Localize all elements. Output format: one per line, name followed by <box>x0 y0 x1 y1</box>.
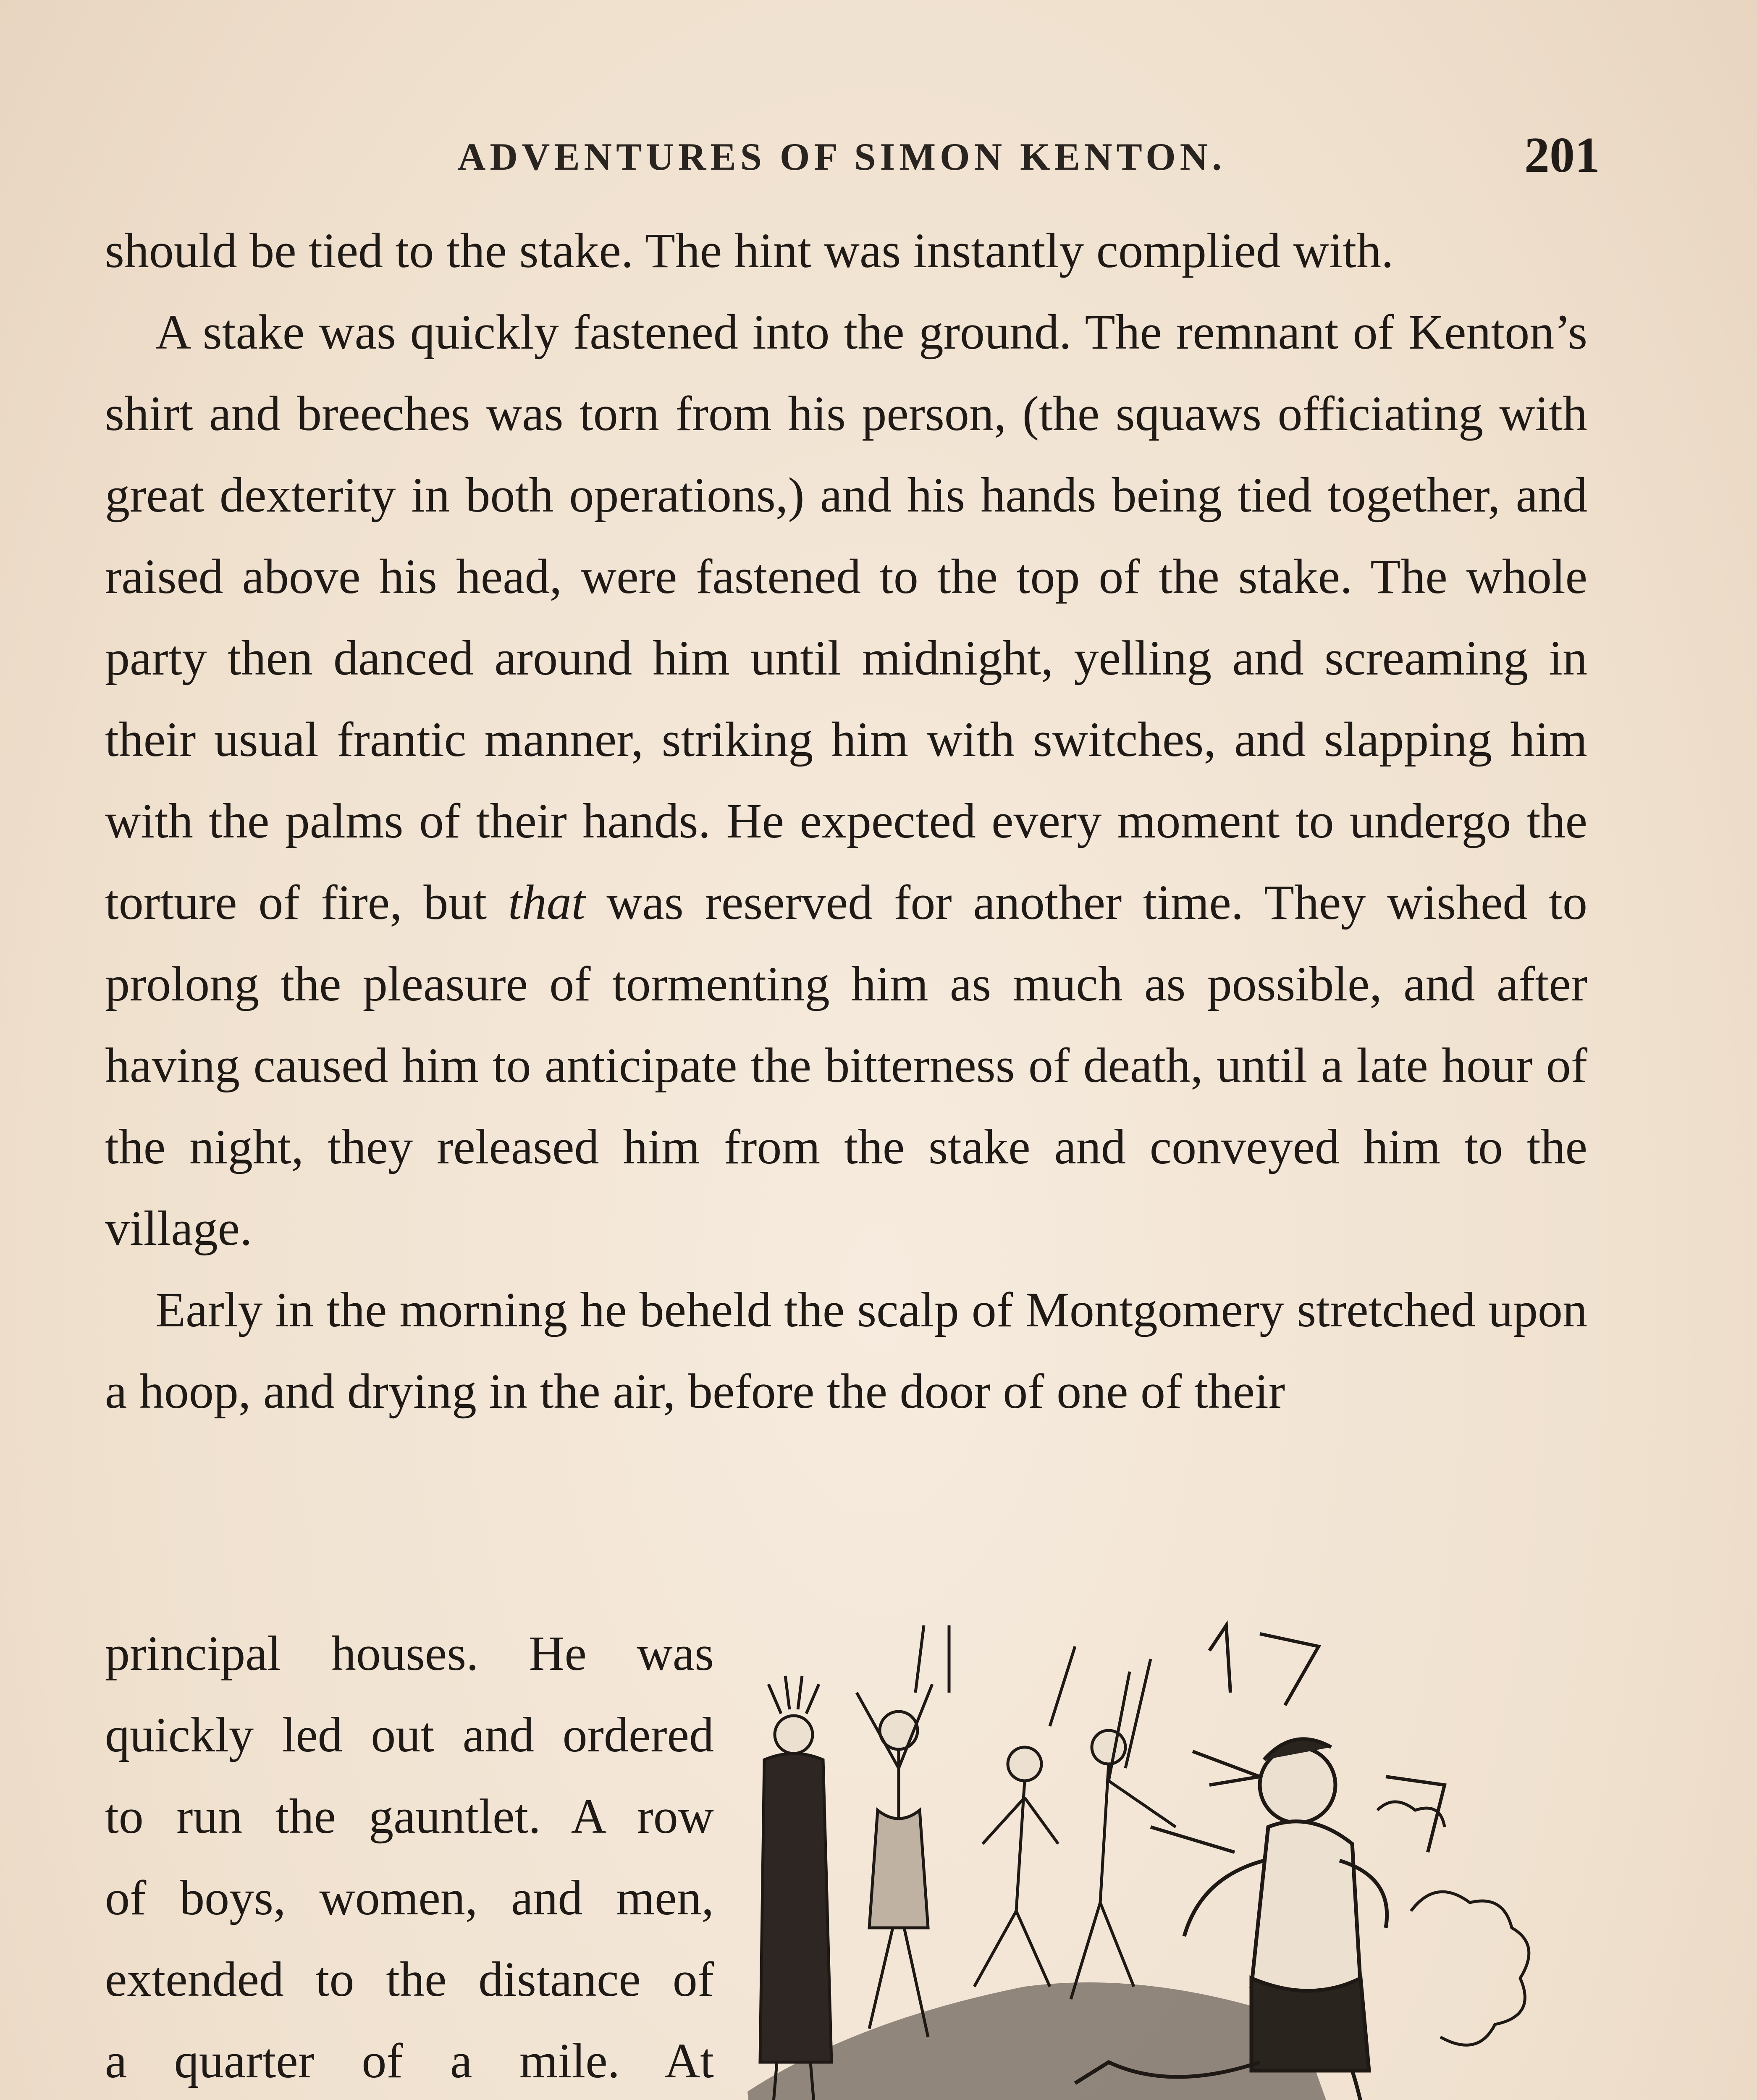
paragraph-2-part-a: A stake was quickly fastened into the ground. The remnant of Kenton’s shirt and breeches was torn from his person, (the squaws officiating with great dexterity in both operations,) and his hands being tied together, and raised above his head, were fastened to the top of the stake. The whole party then danced around him until midnight, yelling and screaming in their usual frantic manner, striking him with switches, and slapping him with the palms of their hands. He expected every moment to undergo the torture of fire, but <box>105 304 1587 930</box>
wrapped-text-column <box>105 1613 714 2100</box>
dust-cloud <box>1377 1802 1529 2045</box>
page-number: 201 <box>1524 127 1600 183</box>
paragraph-3-intro: Early in the morning he beheld the scalp of Montgomery stretched upon a hoop, and drying in the air, before the door of one of their <box>105 1282 1587 1419</box>
body-text <box>105 210 1587 1432</box>
wrap-line: extended to the distance of <box>105 1952 714 2007</box>
paragraph-2-part-b: was reserved for another time. They wished to prolong the pleasure of tormenting him as much as possible, and after having caused him to anticipate the bitterness of death, until a late hour of the night, they released him from the stake and conveyed him to the village. <box>105 875 1587 1256</box>
gauntlet-illustration <box>731 1609 1587 2100</box>
paragraph-2-emphasis: that <box>508 875 585 930</box>
wrap-line: quickly led out and ordered <box>105 1707 714 1762</box>
running-title: ADVENTURES OF SIMON KENTON. <box>458 135 1226 178</box>
wrap-line: of boys, women, and men, <box>105 1870 714 1925</box>
paragraph-1: should be tied to the stake. The hint was instantly complied with. <box>105 223 1394 278</box>
dancing-warriors <box>857 1625 1176 2037</box>
wrap-line: principal houses. He was <box>105 1626 714 1681</box>
standing-chief-figure <box>760 1676 831 2100</box>
page-header <box>458 126 1600 193</box>
wrap-line: a quarter of a mile. At <box>105 2033 714 2088</box>
wrap-line: to run the gauntlet. A row <box>105 1789 714 1844</box>
paragraph-2 <box>105 291 1587 1269</box>
